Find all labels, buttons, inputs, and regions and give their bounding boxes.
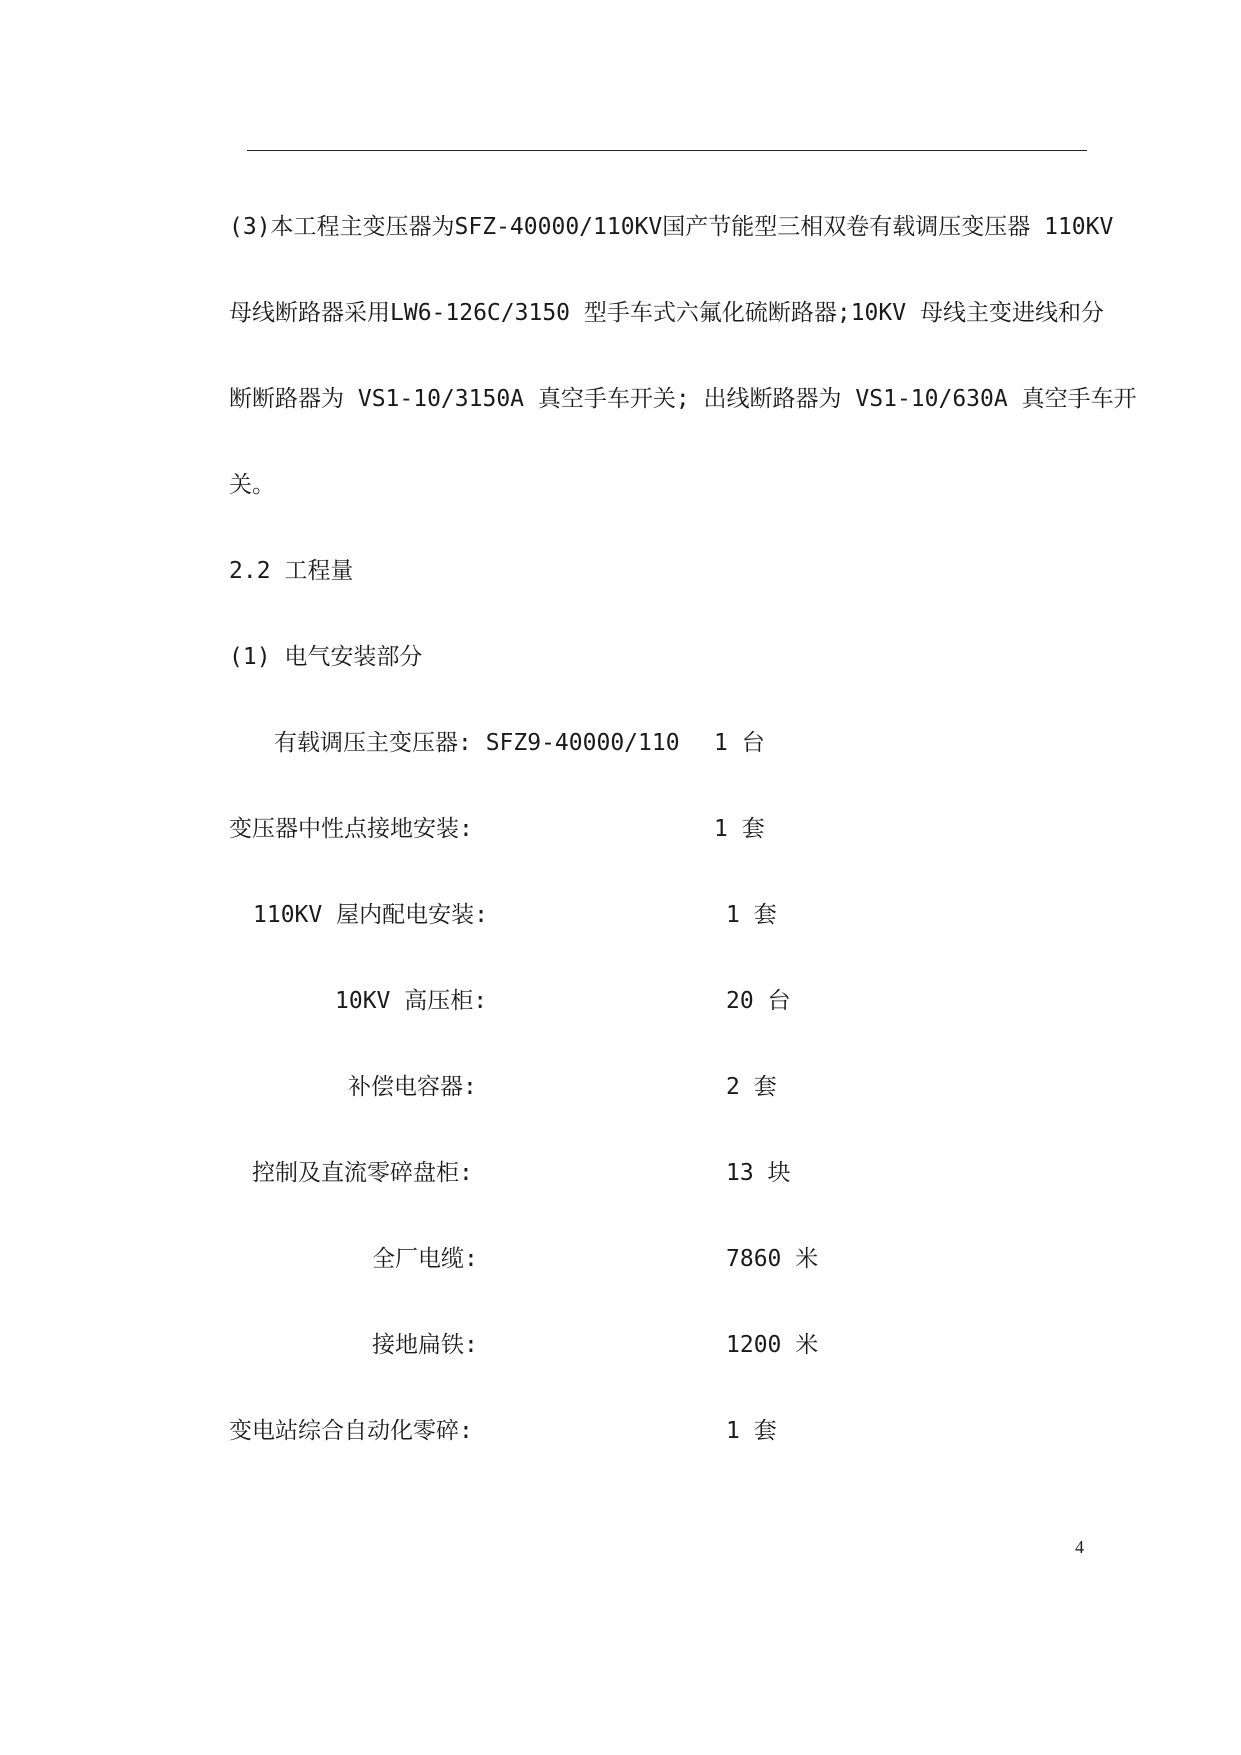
item-label: 控制及直流零碎盘柜: bbox=[252, 1160, 473, 1186]
item-label: 补偿电容器: bbox=[348, 1074, 477, 1100]
item-qty: 20 台 bbox=[726, 988, 791, 1014]
item-label: 有载调压主变压器: SFZ9-40000/110 bbox=[274, 730, 680, 756]
item-qty: 7860 米 bbox=[726, 1246, 819, 1272]
paragraph-line: (3)本工程主变压器为SFZ-40000/110KV国产节能型三相双卷有载调压变压器 110KV bbox=[229, 214, 1114, 240]
item-label: 110KV 屋内配电安装: bbox=[253, 902, 488, 928]
item-label: 全厂电缆: bbox=[372, 1246, 478, 1272]
item-qty: 13 块 bbox=[726, 1160, 791, 1186]
item-qty: 1 套 bbox=[726, 1418, 777, 1444]
item-qty: 1 台 bbox=[714, 730, 765, 756]
paragraph-line: 母线断路器采用LW6-126C/3150 型手车式六氟化硫断路器;10KV 母线主变进线和分 bbox=[229, 300, 1104, 326]
item-label: 接地扁铁: bbox=[372, 1332, 478, 1358]
item-qty: 2 套 bbox=[726, 1074, 777, 1100]
paragraph-line: 关。 bbox=[229, 472, 275, 498]
item-qty: 1 套 bbox=[726, 902, 777, 928]
subsection-heading: (1) 电气安装部分 bbox=[229, 644, 423, 670]
page-number: 4 bbox=[1075, 1537, 1084, 1557]
item-label: 变压器中性点接地安装: bbox=[229, 816, 473, 842]
item-label: 10KV 高压柜: bbox=[335, 988, 488, 1014]
item-qty: 1200 米 bbox=[726, 1332, 819, 1358]
paragraph-line: 断断路器为 VS1-10/3150A 真空手车开关; 出线断路器为 VS1-10/630A 真空手车开 bbox=[229, 386, 1137, 412]
header-rule bbox=[247, 150, 1087, 151]
section-heading: 2.2 工程量 bbox=[229, 558, 354, 584]
item-label: 变电站综合自动化零碎: bbox=[229, 1418, 473, 1444]
item-qty: 1 套 bbox=[714, 816, 765, 842]
